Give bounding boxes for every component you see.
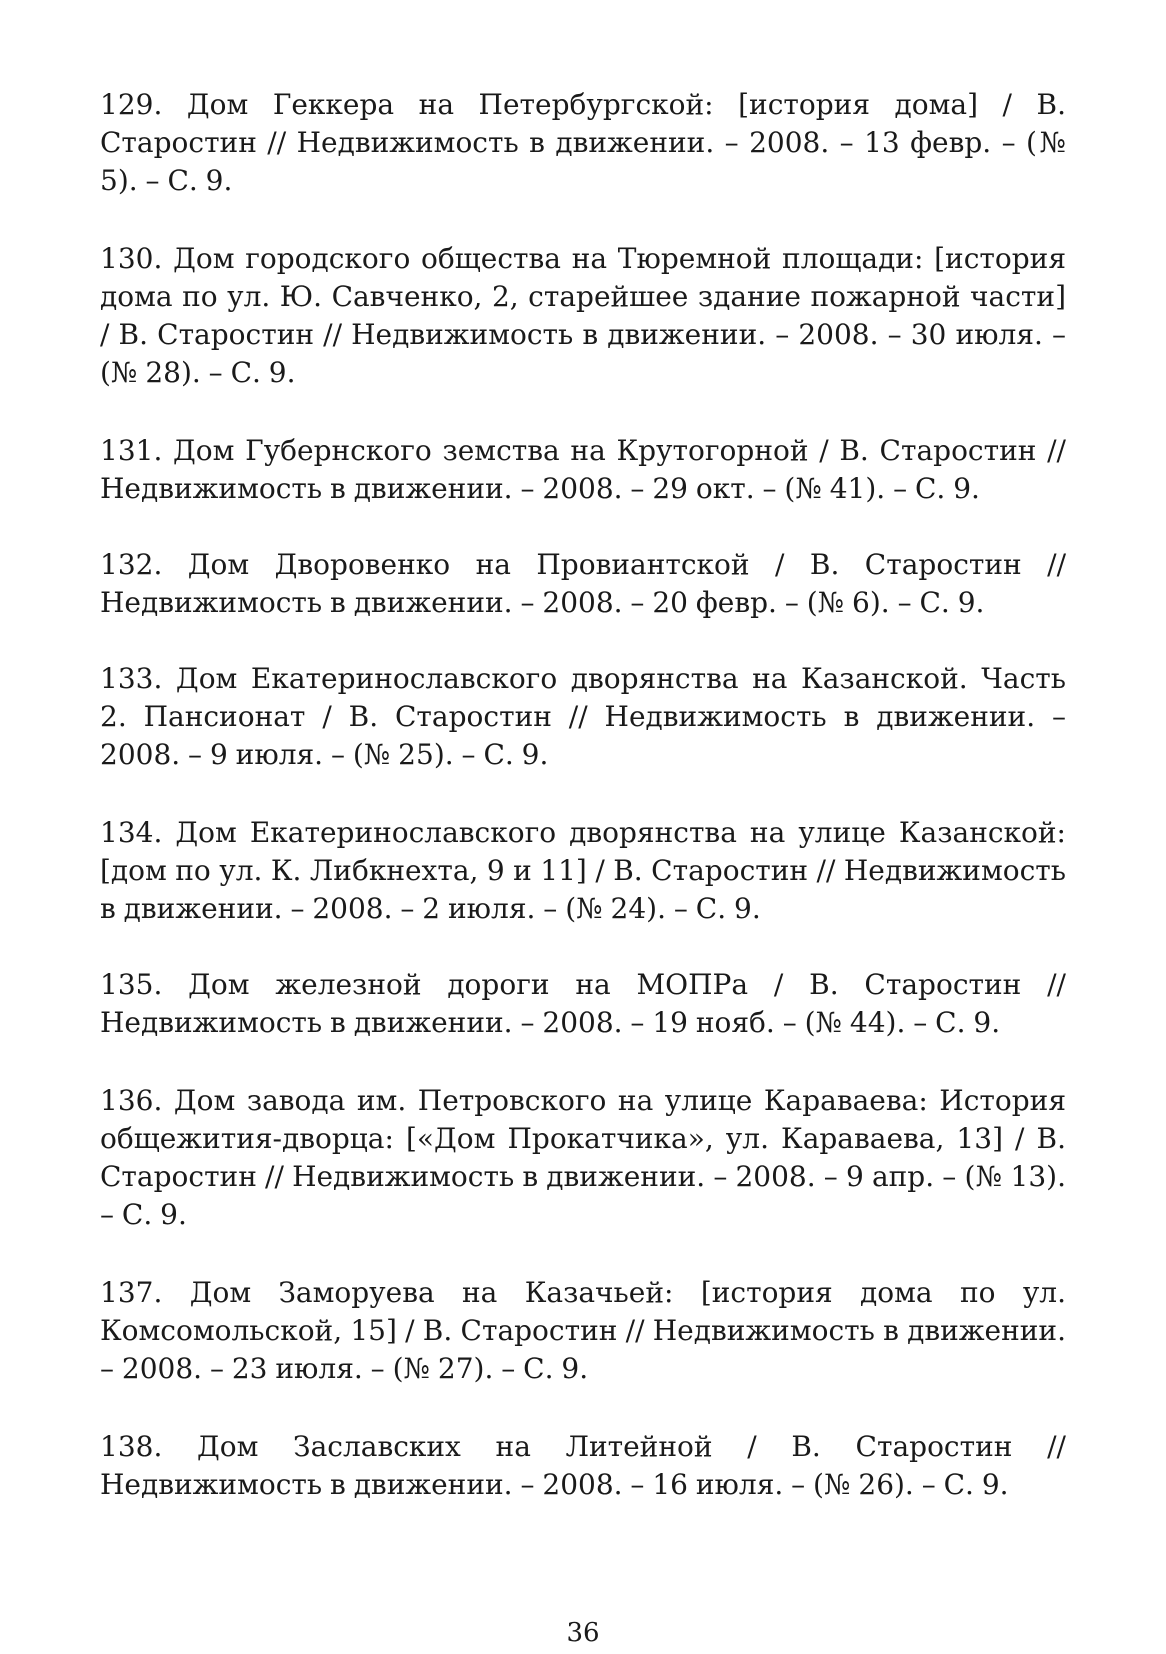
bibliography-entry-131: 131. Дом Губернского земства на Крутогорной / В. Старостин // Недвижимость в движении. – 2008. – 29 окт. – (№ 41). – С. 9. xyxy=(100,434,1066,505)
bibliography-entry-130: 130. Дом городского общества на Тюремной площади: [история дома по ул. Ю. Савченко, 2, старейшее здание пожарной части] / В. Старостин // Недвижимость в движении. – 2008. – 30 июля. – (№ 28). – С. 9. xyxy=(100,242,1066,389)
bibliography-entry-132: 132. Дом Дворовенко на Провиантской / В. Старостин // Недвижимость в движении. – 2008. – 20 февр. – (№ 6). – С. 9. xyxy=(100,548,1066,619)
bibliography-entry-133: 133. Дом Екатеринославского дворянства на Казанской. Часть 2. Пансионат / В. Старостин // Недвижимость в движении. – 2008. – 9 июля. – (№ 25). – С. 9. xyxy=(100,662,1066,771)
bibliography-entry-134: 134. Дом Екатеринославского дворянства на улице Казанской: [дом по ул. К. Либкнехта, 9 и 11] / В. Старостин // Недвижимость в движении. – 2008. – 2 июля. – (№ 24). – С. 9. xyxy=(100,816,1066,925)
bibliography-entry-138: 138. Дом Заславских на Литейной / В. Старостин // Недвижимость в движении. – 2008. – 16 июля. – (№ 26). – С. 9. xyxy=(100,1430,1066,1501)
bibliography-entry-135: 135. Дом железной дороги на МОПРа / В. Старостин // Недвижимость в движении. – 2008. – 19 нояб. – (№ 44). – С. 9. xyxy=(100,968,1066,1039)
bibliography-entry-129: 129. Дом Геккера на Петербургской: [история дома] / В. Старостин // Недвижимость в движении. – 2008. – 13 февр. – (№ 5). – С. 9. xyxy=(100,88,1066,197)
bibliography-entry-136: 136. Дом завода им. Петровского на улице Караваева: История общежития-дворца: [«Дом Прокатчика», ул. Караваева, 13] / В. Старостин // Недвижимость в движении. – 2008. – 9 апр. – (№ 13). – С. 9. xyxy=(100,1084,1066,1231)
bibliography-entry-137: 137. Дом Заморуева на Казачьей: [история дома по ул. Комсомольской, 15] / В. Старостин // Недвижимость в движении. – 2008. – 23 июля. – (№ 27). – С. 9. xyxy=(100,1276,1066,1385)
page-number: 36 xyxy=(566,1618,600,1648)
